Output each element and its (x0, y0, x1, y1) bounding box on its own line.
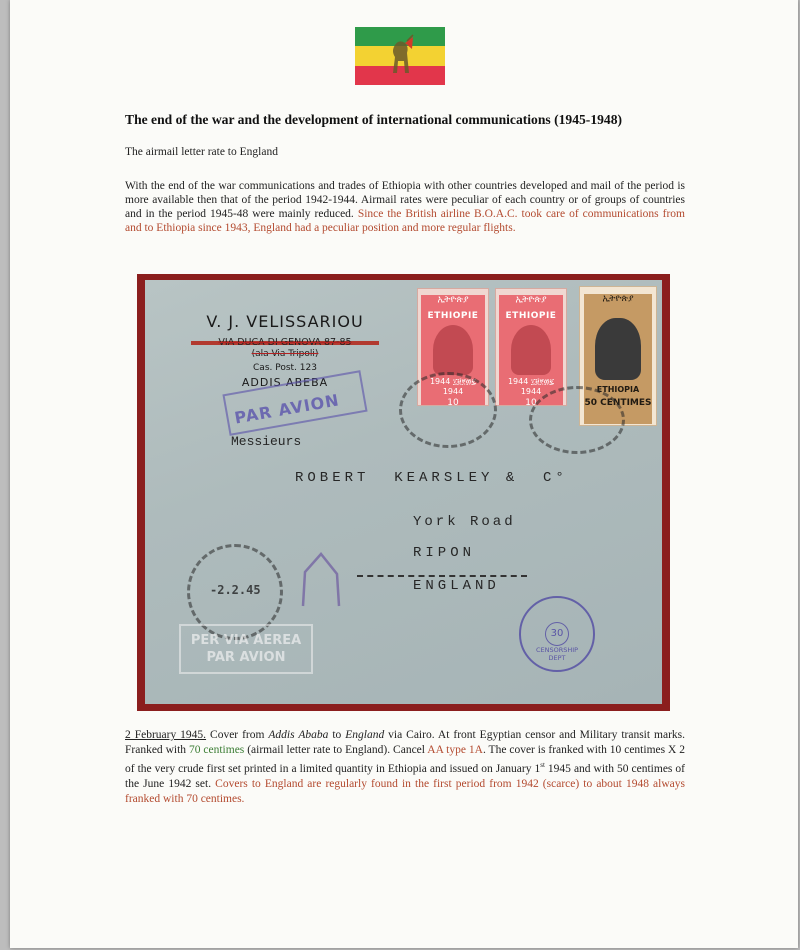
intro-text: With the end of the war communications and trades of Ethiopia with other countries developed and mail of the period is more available then that of the period 1942-1944. Airmail rates were peculiar of each country or of groups of countries and in the period 1945-48 were mainly reduced. (125, 180, 685, 220)
airmail-label-line-2: PAR AVION (206, 650, 286, 665)
caption-text-4: (airmail letter rate to England). Cancel (244, 744, 428, 756)
emperor-portrait-icon (511, 325, 551, 375)
caption-destination: England (345, 729, 385, 741)
caption-text-2: to (328, 729, 346, 741)
page-subtitle: The airmail letter rate to England (125, 146, 278, 158)
airmail-label-line-1: PER VIA AEREA (190, 633, 302, 648)
intro-highlight: Since the British airline B.O.A.C. took care of communications from and to Ethiopia since 1943, England had a peculiar position and more regular flights. (125, 208, 686, 234)
stamp-value: 10 (447, 398, 459, 408)
stamp-value: 10 (525, 398, 537, 408)
sender-pobox: Cas. Post. 123 (253, 363, 317, 373)
address-rule (357, 575, 527, 577)
salutation: Messieurs (231, 434, 302, 449)
page-title: The end of the war and the development of international communications (1945-1948) (125, 112, 623, 127)
stamp-overprint: 1944 ፲፱፻፴፯ 1944 (429, 377, 477, 396)
military-transit-mark-icon (297, 550, 345, 610)
intro-paragraph (125, 179, 685, 235)
caption-text-5: . The cover is franked with 10 centimes X 2 of the very crude first set printed in a limited quantity in Ethiopia and issued on January 1 (125, 744, 685, 775)
caption-text-6: 1945 and with 50 centimes of the June 1942 set. (125, 762, 685, 790)
caption-highlight: Covers to England are regularly found in the first period from 1942 (scarce) to about 1948 always franked with 70 centimes. (125, 777, 685, 805)
sender-street: VIA DUCA DI GENOVA 87-85 (218, 337, 352, 348)
addis-ababa-cancel-2 (529, 386, 625, 454)
sender-struck-line: (ala Via Tripoli) (251, 349, 319, 359)
par-avion-handstamp: PAR AVION (222, 370, 367, 436)
ethiopian-flag (355, 27, 445, 85)
addis-ababa-cancel-1 (399, 372, 497, 448)
egyptian-censor-mark (519, 596, 595, 672)
cover-frame (137, 274, 670, 711)
emperor-portrait-icon (595, 318, 641, 380)
caption-text-3: via Cairo. At front Egyptian censor and Military transit marks. Franked with (125, 729, 685, 756)
caption-rate: 70 centimes (188, 744, 245, 756)
postmark-date: -2.2.45 (210, 583, 261, 597)
emperor-portrait-icon (433, 325, 473, 375)
addressee-street: York Road (413, 514, 516, 530)
stamp-amharic-title: ኢትዮጵያ (437, 295, 469, 305)
lion-of-judah-icon (383, 35, 417, 75)
caption-origin: Addis Ababa (268, 729, 329, 741)
caption-superscript: st (540, 761, 545, 769)
caption-date: 2 February 1945. (125, 729, 207, 741)
caption-cancel-type: AA type 1A (427, 744, 483, 756)
cover-caption (125, 728, 685, 807)
stamp-10c-second-face (499, 295, 563, 408)
censor-number: 30 (545, 622, 569, 646)
stamp-value: 50 CENTIMES (584, 398, 652, 408)
caption-text-1: Cover from (206, 729, 269, 741)
stamp-country-label: ETHIOPIE (427, 311, 479, 321)
addressee-country: ENGLAND (413, 578, 500, 594)
airmail-label (179, 624, 313, 674)
stamp-amharic-title: ኢትዮጵያ (602, 294, 634, 304)
stamp-country-label: ETHIOPIA (596, 385, 640, 394)
stamp-amharic-title: ኢትዮጵያ (515, 295, 547, 305)
addressee-city: RIPON (413, 545, 476, 561)
censor-text: CENSORSHIP DEPT (535, 646, 579, 662)
sender-city: ADDIS ABEBA (241, 376, 329, 389)
sender-name: V. J. VELISSARIOU (206, 312, 364, 331)
stamp-overprint: 1944 ፲፱፻፴፯ 1944 (507, 377, 555, 396)
stamp-country-label: ETHIOPIE (505, 311, 557, 321)
addressee-name: ROBERT KEARSLEY & C° (295, 470, 568, 486)
airmail-cover (145, 280, 662, 704)
